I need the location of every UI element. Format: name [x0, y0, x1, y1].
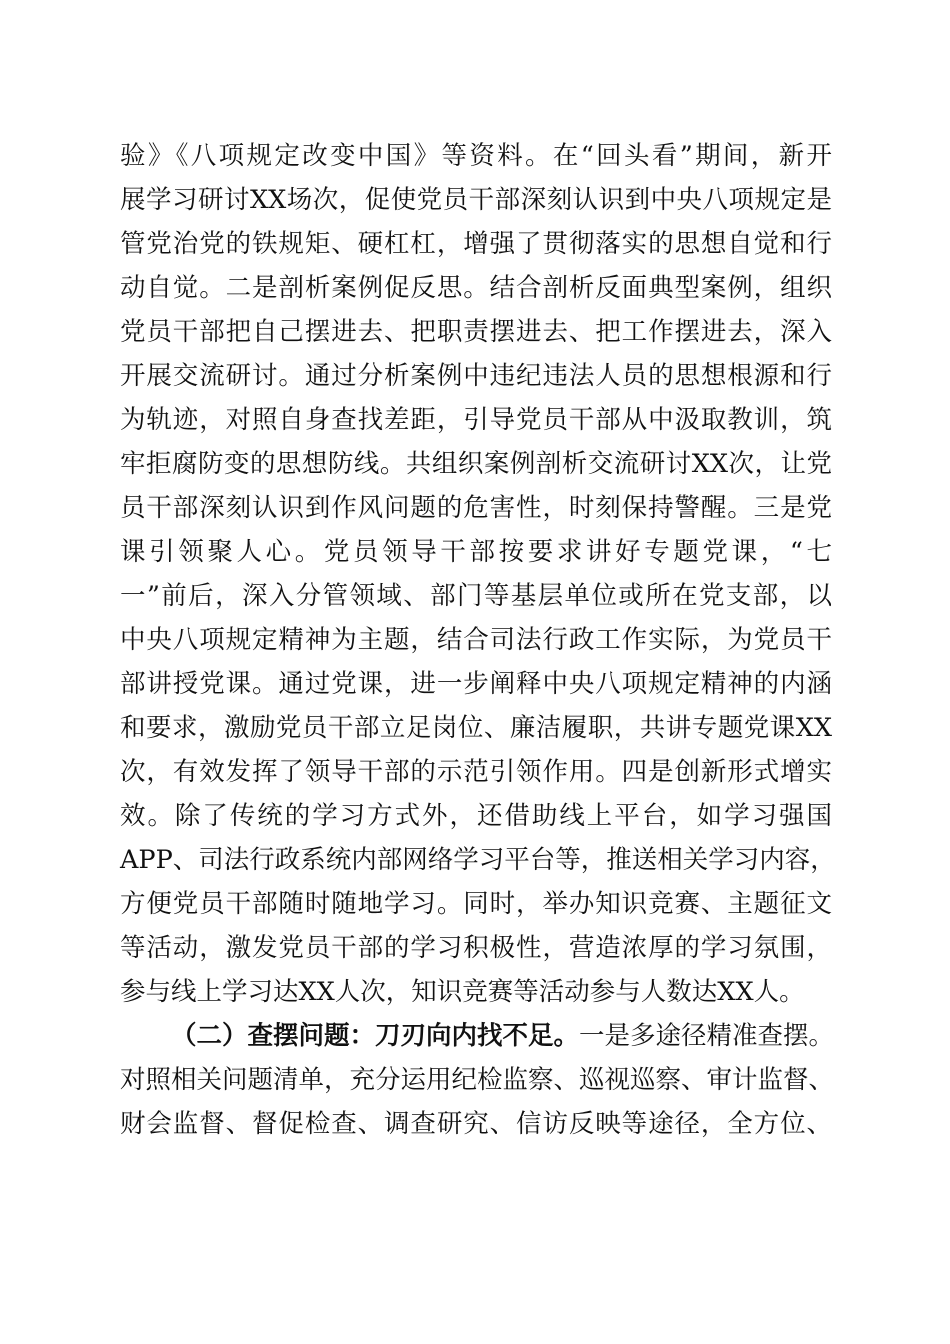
text-line: 牢拒腐防变的思想防线。共组织案例剖析交流研讨XX次，让党	[120, 449, 832, 479]
text-line: 效。除了传统的学习方式外，还借助线上平台，如学习强国	[120, 801, 832, 831]
text-line: 等活动，激发党员干部的学习积极性，营造浓厚的学习氛围，	[120, 933, 832, 963]
text-line: 参与线上学习达XX人次，知识竞赛等活动参与人数达XX人。	[120, 977, 805, 1007]
text-line: 财会监督、督促检查、调查研究、信访反映等途径，全方位、	[120, 1109, 832, 1139]
text-line: 动自觉。二是剖析案例促反思。结合剖析反面典型案例，组织	[120, 273, 832, 303]
text-line: 对照相关问题清单，充分运用纪检监察、巡视巡察、审计监督、	[120, 1065, 835, 1095]
text-line: 次，有效发挥了领导干部的示范引领作用。四是创新形式增实	[120, 757, 832, 787]
text-line: 和要求，激励党员干部立足岗位、廉洁履职，共讲专题党课XX	[120, 713, 832, 743]
text-line: 课引领聚人心。党员领导干部按要求讲好专题党课，“七	[120, 537, 832, 567]
text-line: 党员干部把自己摆进去、把职责摆进去、把工作摆进去，深入	[120, 317, 832, 347]
text-line: 一”前后，深入分管领域、部门等基层单位或所在党支部，以	[120, 581, 832, 611]
text-line	[120, 1014, 835, 1058]
body-text	[120, 134, 836, 1146]
text-line: 中央八项规定精神为主题，结合司法行政工作实际，为党员干	[120, 625, 832, 655]
text-line: 管党治党的铁规矩、硬杠杠，增强了贯彻落实的思想自觉和行	[120, 229, 832, 259]
text-run: 一是多途径精准查摆。	[579, 1021, 835, 1051]
text-line: APP、司法行政系统内部网络学习平台等，推送相关学习内容，	[120, 845, 836, 875]
text-line: 验》《八项规定改变中国》等资料。在“回头看”期间，新开	[120, 141, 832, 171]
text-line: 部讲授党课。通过党课，进一步阐释中央八项规定精神的内涵	[120, 669, 832, 699]
text-line: 员干部深刻认识到作风问题的危害性，时刻保持警醒。三是党	[120, 493, 832, 523]
text-line: 开展交流研讨。通过分析案例中违纪违法人员的思想根源和行	[120, 361, 832, 391]
paragraph-problem-finding	[120, 1014, 835, 1146]
paragraph-study-activities	[120, 134, 836, 1014]
text-line: 为轨迹，对照自身查找差距，引导党员干部从中汲取教训，筑	[120, 405, 832, 435]
text-line: 展学习研讨XX场次，促使党员干部深刻认识到中央八项规定是	[120, 185, 832, 215]
section-heading: （二）查摆问题：刀刃向内找不足。	[171, 1021, 580, 1051]
text-line: 方便党员干部随时随地学习。同时，举办知识竞赛、主题征文	[120, 889, 832, 919]
